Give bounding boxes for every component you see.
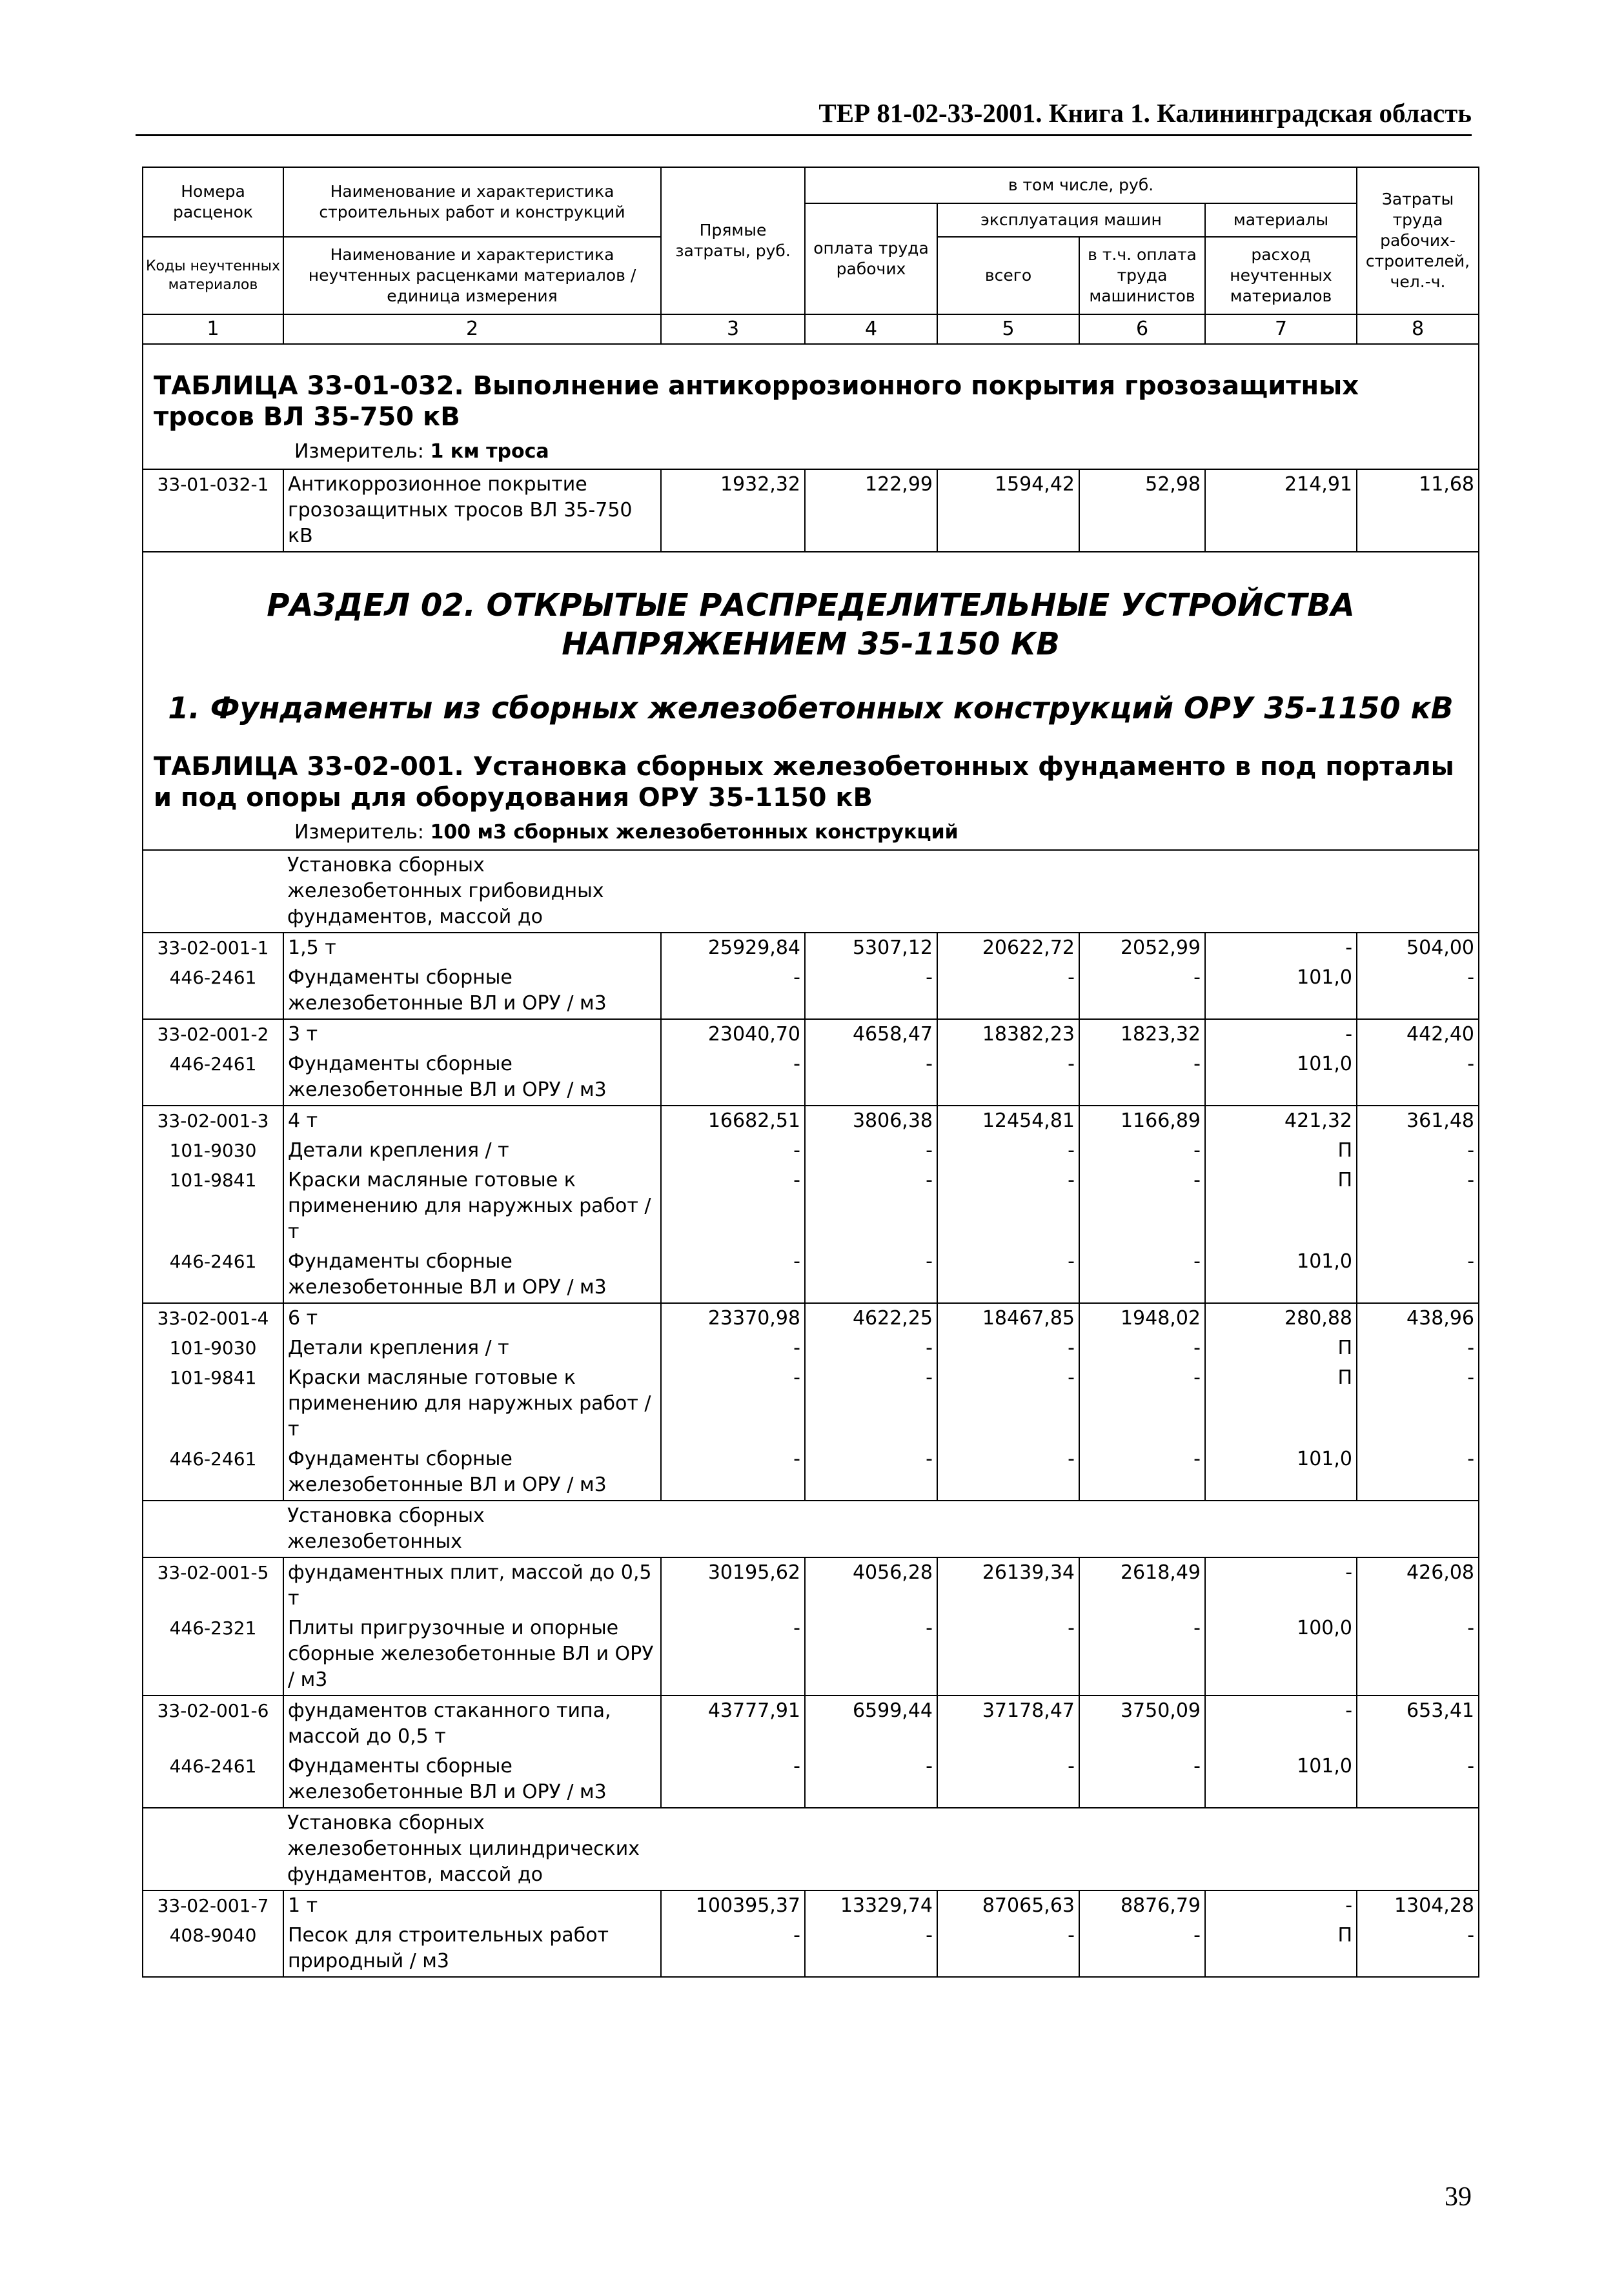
group-label-row (143, 1808, 1479, 1890)
section-title: РАЗДЕЛ 02. ОТКРЫТЫЕ РАСПРЕДЕЛИТЕЛЬНЫЕ УСТРОЙСТВА НАПРЯЖЕНИЕМ 35-1150 КВ (267, 587, 1355, 662)
machinist-pay-value: 2618,49 (1079, 1557, 1205, 1614)
direct-costs-value: 1932,32 (661, 469, 805, 552)
material-row (143, 1333, 1479, 1363)
direct-costs-value: - (661, 1166, 805, 1247)
machines-total-value: - (937, 1921, 1079, 1977)
material-row (143, 1247, 1479, 1303)
direct-costs-value: - (661, 1049, 805, 1106)
machinist-pay-value: - (1079, 1444, 1205, 1501)
group-label: Установка сборных железобетонных цилиндрических фундаментов, массой до (287, 1812, 640, 1886)
header-machine-group: эксплуатация машин (937, 203, 1205, 237)
material-code: 446-2321 (143, 1614, 283, 1696)
header-machinist-pay: в т.ч. оплата труда машинистов (1079, 237, 1205, 314)
materials-value: - (1205, 1557, 1357, 1614)
labor-value: - (1357, 963, 1479, 1019)
header-direct-costs: Прямые затраты, руб. (661, 167, 805, 314)
group-label-row (143, 1501, 1479, 1557)
machines-total-value: 12454,81 (937, 1106, 1079, 1136)
materials-value: П (1205, 1921, 1357, 1977)
page-number: 39 (1445, 2182, 1472, 2212)
materials-value: 101,0 (1205, 1049, 1357, 1106)
direct-costs-value: 23370,98 (661, 1303, 805, 1333)
labor-value: - (1357, 1752, 1479, 1808)
section-subtitle: 1. Фундаменты из сборных железобетонных конструкций ОРУ 35-1150 кВ (168, 691, 1454, 725)
labor-value: - (1357, 1333, 1479, 1363)
unit-value: 100 м3 сборных железобетонных конструкций (430, 821, 959, 844)
machines-total-value: 18382,23 (937, 1019, 1079, 1049)
rate-code: 33-02-001-2 (143, 1019, 283, 1049)
material-name: Фундаменты сборные железобетонные ВЛ и ОРУ / м3 (283, 1247, 661, 1303)
material-name: Краски масляные готовые к применению для наружных работ / т (283, 1363, 661, 1444)
table-row (143, 469, 1479, 552)
direct-costs-value: 30195,62 (661, 1557, 805, 1614)
direct-costs-value: - (661, 963, 805, 1019)
header-material-name: Наименование и характеристика неучтенных расценками материалов / единица измерения (283, 237, 661, 314)
table-header (143, 167, 1479, 344)
material-name: Фундаменты сборные железобетонные ВЛ и ОРУ / м3 (283, 1049, 661, 1106)
machinist-pay-value: 3750,09 (1079, 1696, 1205, 1752)
table-row (143, 1303, 1479, 1333)
worker-pay-value: 5307,12 (805, 933, 937, 963)
document-header: ТЕР 81-02-33-2001. Книга 1. Калининградская область (818, 98, 1472, 128)
group-label: Установка сборных железобетонных (287, 1504, 485, 1553)
rate-code: 33-02-001-1 (143, 933, 283, 963)
machinist-pay-value: 1166,89 (1079, 1106, 1205, 1136)
material-name: Плиты пригрузочные и опорные сборные железобетонные ВЛ и ОРУ / м3 (283, 1614, 661, 1696)
estimate-table (142, 167, 1479, 1978)
machinist-pay-value: - (1079, 1363, 1205, 1444)
material-row (143, 963, 1479, 1019)
table-title-001: ТАБЛИЦА 33-02-001. Установка сборных железобетонных фундаменто в под порталы и под опоры для оборудования ОРУ 35-1150 кВ (154, 752, 1454, 813)
worker-pay-value: - (805, 1136, 937, 1166)
group-label-cell (283, 850, 1479, 933)
column-number: 5 (937, 314, 1079, 344)
labor-value: - (1357, 1166, 1479, 1247)
materials-value: П (1205, 1166, 1357, 1247)
material-name: Фундаменты сборные железобетонные ВЛ и ОРУ / м3 (283, 1752, 661, 1808)
materials-value: 421,32 (1205, 1106, 1357, 1136)
machinist-pay-value: 1823,32 (1079, 1019, 1205, 1049)
empty-cell (143, 1808, 283, 1890)
direct-costs-value: - (661, 1752, 805, 1808)
worker-pay-value: 4622,25 (805, 1303, 937, 1333)
work-name: 6 т (283, 1303, 661, 1333)
materials-value: - (1205, 1890, 1357, 1921)
worker-pay-value: 122,99 (805, 469, 937, 552)
header-labor-costs: Затраты труда рабочих-строителей, чел.-ч. (1357, 167, 1479, 314)
materials-value: 101,0 (1205, 1247, 1357, 1303)
group-label: Установка сборных железобетонных грибовидных фундаментов, массой до (287, 854, 604, 928)
header-material-codes: Коды неучтенных материалов (143, 237, 283, 314)
machinist-pay-value: 52,98 (1079, 469, 1205, 552)
machines-total-value: - (937, 1752, 1079, 1808)
work-name: 3 т (283, 1019, 661, 1049)
labor-value: - (1357, 1614, 1479, 1696)
column-number: 7 (1205, 314, 1357, 344)
table-title-032: ТАБЛИЦА 33-01-032. Выполнение антикоррозионного покрытия грозозащитных тросов ВЛ 35-750 кВ (154, 371, 1359, 432)
material-code: 446-2461 (143, 1247, 283, 1303)
material-row (143, 1363, 1479, 1444)
machinist-pay-value: - (1079, 1136, 1205, 1166)
rate-code: 33-01-032-1 (143, 469, 283, 552)
table-caption-row (143, 344, 1479, 469)
machines-total-value: 26139,34 (937, 1557, 1079, 1614)
direct-costs-value: - (661, 1136, 805, 1166)
machines-total-value: 20622,72 (937, 933, 1079, 963)
rate-code: 33-02-001-4 (143, 1303, 283, 1333)
header-rule (136, 134, 1472, 136)
worker-pay-value: 4658,47 (805, 1019, 937, 1049)
materials-value: П (1205, 1363, 1357, 1444)
worker-pay-value: 4056,28 (805, 1557, 937, 1614)
material-row (143, 1136, 1479, 1166)
machinist-pay-value: - (1079, 1614, 1205, 1696)
worker-pay-value: - (805, 963, 937, 1019)
labor-value: 442,40 (1357, 1019, 1479, 1049)
materials-value: П (1205, 1333, 1357, 1363)
work-name: фундаментных плит, массой до 0,5 т (283, 1557, 661, 1614)
column-number: 1 (143, 314, 283, 344)
rate-code: 33-02-001-3 (143, 1106, 283, 1136)
direct-costs-value: - (661, 1444, 805, 1501)
machinist-pay-value: 1948,02 (1079, 1303, 1205, 1333)
direct-costs-value: 100395,37 (661, 1890, 805, 1921)
machinist-pay-value: - (1079, 1333, 1205, 1363)
materials-value: 101,0 (1205, 1752, 1357, 1808)
direct-costs-value: - (661, 1247, 805, 1303)
rate-code: 33-02-001-7 (143, 1890, 283, 1921)
material-name: Краски масляные готовые к применению для наружных работ / т (283, 1166, 661, 1247)
empty-cell (143, 850, 283, 933)
materials-value: - (1205, 1019, 1357, 1049)
material-row (143, 1444, 1479, 1501)
direct-costs-value: 43777,91 (661, 1696, 805, 1752)
column-number: 4 (805, 314, 937, 344)
work-name: 1,5 т (283, 933, 661, 963)
direct-costs-value: - (661, 1614, 805, 1696)
labor-value: - (1357, 1444, 1479, 1501)
labor-value: - (1357, 1136, 1479, 1166)
labor-value: 426,08 (1357, 1557, 1479, 1614)
column-number: 8 (1357, 314, 1479, 344)
worker-pay-value: 3806,38 (805, 1106, 937, 1136)
material-row (143, 1921, 1479, 1977)
labor-value: 361,48 (1357, 1106, 1479, 1136)
material-code: 446-2461 (143, 1444, 283, 1501)
worker-pay-value: - (805, 1363, 937, 1444)
direct-costs-value: 16682,51 (661, 1106, 805, 1136)
machines-total-value: 18467,85 (937, 1303, 1079, 1333)
direct-costs-value: - (661, 1921, 805, 1977)
rate-code: 33-02-001-5 (143, 1557, 283, 1614)
labor-value: - (1357, 1921, 1479, 1977)
machines-total-value: - (937, 1614, 1079, 1696)
machines-total-value: 87065,63 (937, 1890, 1079, 1921)
unit-line-032 (154, 439, 1468, 465)
worker-pay-value: 6599,44 (805, 1696, 937, 1752)
machines-total-value: - (937, 1049, 1079, 1106)
machinist-pay-value: - (1079, 1921, 1205, 1977)
empty-cell (143, 1501, 283, 1557)
machinist-pay-value: 2052,99 (1079, 933, 1205, 963)
material-name: Детали крепления / т (283, 1333, 661, 1363)
group-label-cell (283, 1808, 1479, 1890)
material-name: Детали крепления / т (283, 1136, 661, 1166)
work-name: Антикоррозионное покрытие грозозащитных тросов ВЛ 35-750 кВ (283, 469, 661, 552)
machinist-pay-value: - (1079, 1166, 1205, 1247)
worker-pay-value: - (805, 1166, 937, 1247)
worker-pay-value: - (805, 1752, 937, 1808)
table-body (143, 344, 1479, 1977)
column-number: 3 (661, 314, 805, 344)
machinist-pay-value: - (1079, 1752, 1205, 1808)
section-caption-row (143, 552, 1479, 850)
materials-value: 101,0 (1205, 963, 1357, 1019)
labor-value: - (1357, 1247, 1479, 1303)
machines-total-value: - (937, 1136, 1079, 1166)
machines-total-value: - (937, 1166, 1079, 1247)
header-materials-group: материалы (1205, 203, 1357, 237)
worker-pay-value: - (805, 1049, 937, 1106)
materials-value: П (1205, 1136, 1357, 1166)
labor-value: 438,96 (1357, 1303, 1479, 1333)
material-code: 101-9841 (143, 1166, 283, 1247)
work-name: 4 т (283, 1106, 661, 1136)
machinist-pay-value: - (1079, 1049, 1205, 1106)
column-number: 6 (1079, 314, 1205, 344)
worker-pay-value: - (805, 1247, 937, 1303)
column-number: 2 (283, 314, 661, 344)
header-material-consumption: расход неучтенных материалов (1205, 237, 1357, 314)
worker-pay-value: - (805, 1333, 937, 1363)
materials-value: 101,0 (1205, 1444, 1357, 1501)
table-row (143, 1106, 1479, 1136)
table-row (143, 1557, 1479, 1614)
materials-value: 280,88 (1205, 1303, 1357, 1333)
materials-value: - (1205, 933, 1357, 963)
material-code: 408-9040 (143, 1921, 283, 1977)
machines-total-value: - (937, 1247, 1079, 1303)
table-row (143, 933, 1479, 963)
material-name: Фундаменты сборные железобетонные ВЛ и ОРУ / м3 (283, 1444, 661, 1501)
table-row (143, 1019, 1479, 1049)
machines-total-value: 37178,47 (937, 1696, 1079, 1752)
header-rate-numbers: Номера расценок (143, 167, 283, 237)
direct-costs-value: - (661, 1333, 805, 1363)
worker-pay-value: 13329,74 (805, 1890, 937, 1921)
materials-value: - (1205, 1696, 1357, 1752)
material-row (143, 1752, 1479, 1808)
material-code: 446-2461 (143, 1049, 283, 1106)
direct-costs-value: 23040,70 (661, 1019, 805, 1049)
worker-pay-value: - (805, 1921, 937, 1977)
machines-total-value: - (937, 963, 1079, 1019)
material-name: Песок для строительных работ природный / м3 (283, 1921, 661, 1977)
unit-value: 1 км троса (430, 440, 549, 463)
materials-value: 100,0 (1205, 1614, 1357, 1696)
table-row (143, 1696, 1479, 1752)
labor-value: 11,68 (1357, 469, 1479, 552)
unit-label: Измеритель: (294, 440, 424, 463)
material-code: 446-2461 (143, 1752, 283, 1808)
material-row (143, 1166, 1479, 1247)
material-code: 101-9841 (143, 1363, 283, 1444)
header-including-group: в том числе, руб. (805, 167, 1357, 203)
rate-code: 33-02-001-6 (143, 1696, 283, 1752)
labor-value: 504,00 (1357, 933, 1479, 963)
direct-costs-value: 25929,84 (661, 933, 805, 963)
worker-pay-value: - (805, 1444, 937, 1501)
unit-line-001 (154, 820, 1468, 846)
group-label-cell (283, 1501, 1479, 1557)
machines-total-value: 1594,42 (937, 469, 1079, 552)
group-label-row (143, 850, 1479, 933)
machinist-pay-value: - (1079, 963, 1205, 1019)
direct-costs-value: - (661, 1363, 805, 1444)
machines-total-value: - (937, 1333, 1079, 1363)
machinist-pay-value: 8876,79 (1079, 1890, 1205, 1921)
materials-value: 214,91 (1205, 469, 1357, 552)
work-name: фундаментов стаканного типа, массой до 0,5 т (283, 1696, 661, 1752)
machines-total-value: - (937, 1444, 1079, 1501)
labor-value: - (1357, 1363, 1479, 1444)
machinist-pay-value: - (1079, 1247, 1205, 1303)
column-numbers-row (143, 314, 1479, 344)
labor-value: - (1357, 1049, 1479, 1106)
material-code: 101-9030 (143, 1333, 283, 1363)
labor-value: 1304,28 (1357, 1890, 1479, 1921)
material-row (143, 1049, 1479, 1106)
material-code: 446-2461 (143, 963, 283, 1019)
material-row (143, 1614, 1479, 1696)
worker-pay-value: - (805, 1614, 937, 1696)
header-machines-total: всего (937, 237, 1079, 314)
header-worker-pay: оплата труда рабочих (805, 203, 937, 314)
unit-label: Измеритель: (294, 821, 424, 844)
labor-value: 653,41 (1357, 1696, 1479, 1752)
work-name: 1 т (283, 1890, 661, 1921)
material-name: Фундаменты сборные железобетонные ВЛ и ОРУ / м3 (283, 963, 661, 1019)
material-code: 101-9030 (143, 1136, 283, 1166)
machines-total-value: - (937, 1363, 1079, 1444)
header-work-name: Наименование и характеристика строительных работ и конструкций (283, 167, 661, 237)
table-row (143, 1890, 1479, 1921)
